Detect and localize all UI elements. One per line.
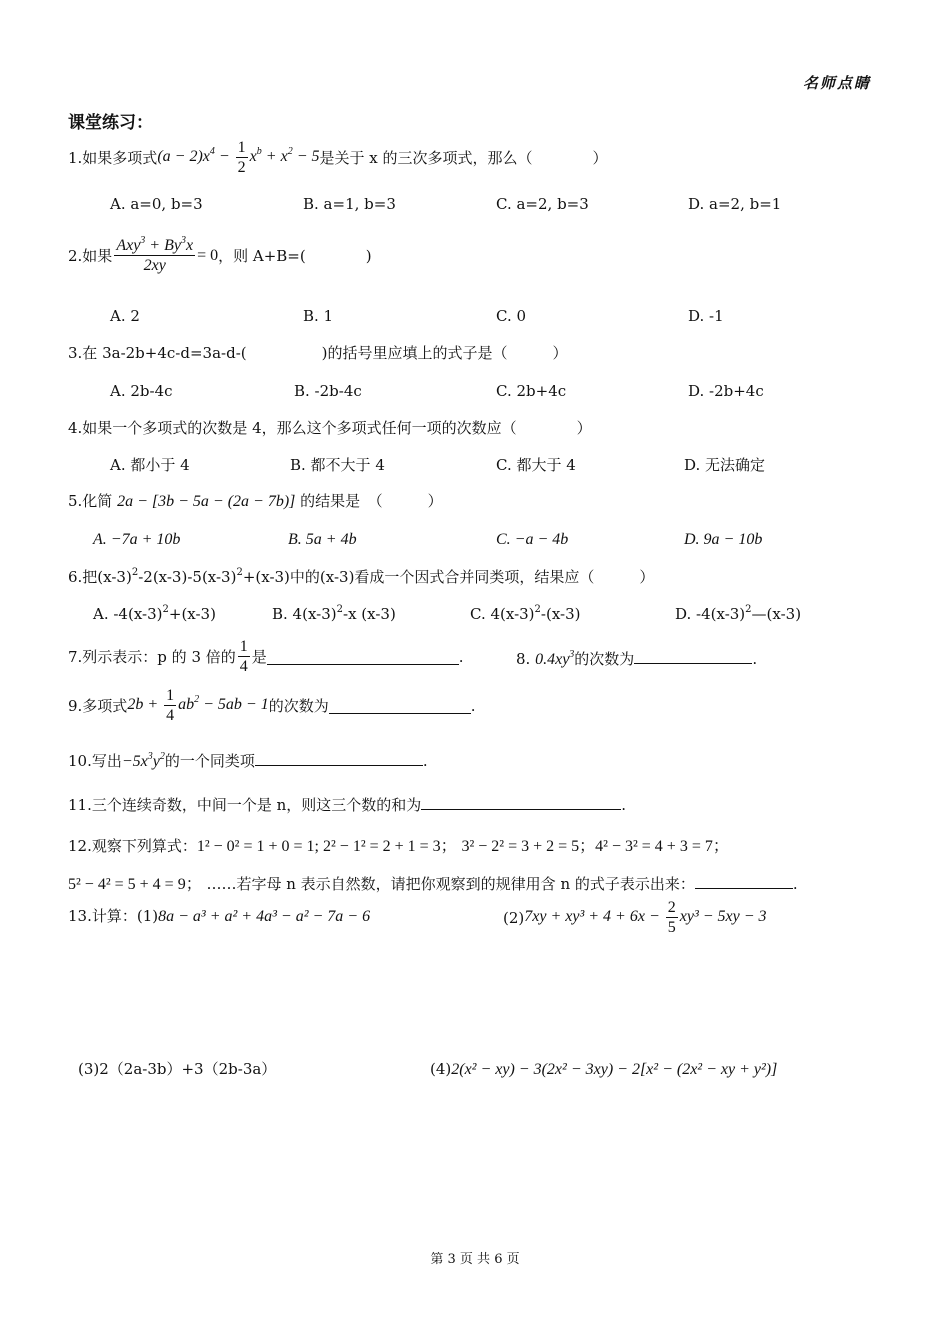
q1-option-d: D. a=2, b=1 [688, 195, 782, 213]
question-13-part-1: 13.计算：(1)8a − a³ + a² + 4a³ − a² − 7a − 6 [68, 907, 371, 925]
q1-expression: $(a - 2)x^4$ − $\frac{1}{2}$ $x^b + x^2 - 5$ [157, 139, 320, 176]
q4-option-a: A. 都小于 4 [110, 456, 190, 474]
question-10: 10.写出$-5x^3y^2$的一个同类项 . [68, 751, 428, 770]
question-8: 8. $0.4xy^3$的次数为 . [516, 649, 758, 668]
q3-option-a: A. 2b-4c [110, 382, 173, 400]
q2-prefix: 2.如果 [68, 246, 113, 265]
q2-option-c: C. 0 [496, 307, 527, 325]
q6-option-b: B. $4(x-3)^2-x$ (x-3) [272, 604, 396, 623]
q4-option-c: C. 都大于 4 [496, 456, 576, 474]
q8-answer-blank[interactable] [634, 647, 752, 664]
question-2 [68, 236, 372, 275]
q6-option-a: A. $-4(x-3)^2+(x-3)$ [93, 604, 216, 623]
q2-suffix: ，则 A+B=( ) [218, 246, 372, 265]
question-9: 9.多项式 2b + $\frac{1}{4}$ $ab^2 - 5ab - 1$ 的次数为 . [68, 687, 476, 724]
q7-fraction: $\frac{1}{4}$ [239, 638, 248, 675]
question-13-part-4: (4)2(x² − xy) − 3(2x² − 3xy) − 2[x² − (2x² − xy + y²)] [430, 1060, 778, 1078]
header-note: 名师点睛 [803, 74, 872, 92]
q5-option-a: A. −7a + 10b [93, 531, 181, 548]
q4-option-b: B. 都不大于 4 [290, 456, 385, 474]
question-13-part-2: (2) 7xy + xy³ + 4 + 6x − $\frac{2}{5}$ xy³ − 5xy − 3 [503, 899, 767, 936]
question-5 [68, 491, 443, 512]
q5-option-c: C. −a − 4b [496, 531, 569, 548]
question-3: 3.在 3a-2b+4c-d=3a-d-( )的括号里应填上的式子是（ ） [68, 344, 568, 362]
q2-option-a: A. 2 [110, 307, 140, 325]
q6-option-c: C. $4(x-3)^2-(x-3)$ [470, 604, 581, 623]
q5-prefix: 5.化简 [68, 492, 113, 510]
q2-equals: = 0 [197, 246, 219, 264]
question-11: 11.三个连续奇数，中间一个是 n，则这三个数的和为 . [68, 793, 626, 815]
q3-option-d: D. -2b+4c [688, 382, 764, 400]
q2-option-b: B. 1 [303, 307, 334, 325]
q2-option-d: D. -1 [688, 307, 724, 325]
q3-option-b: B. -2b-4c [294, 382, 362, 400]
q9-answer-blank[interactable] [329, 697, 471, 714]
q12-answer-blank[interactable] [695, 872, 793, 889]
question-12-line-2: 5² − 4² = 5 + 4 = 9； ……若字母 n 表示自然数，请把你观察到的规律用含 n 的式子表示出来： . [68, 872, 798, 895]
question-7: 7.列示表示：p 的 3 倍的 $\frac{1}{4}$ 是 . [68, 638, 464, 675]
q5-option-b: B. 5a + 4b [288, 531, 357, 548]
section-title: 课堂练习： [68, 113, 153, 133]
q1-option-a: A. a=0, b=3 [110, 195, 203, 213]
q1-prefix: 1.如果多项式 [68, 148, 158, 167]
q6-option-d: D. $-4(x-3)^2—(x-3)$ [675, 604, 802, 623]
q5-expression: 2a − [3b − 5a − (2a − 7b)] [117, 493, 296, 510]
q5-suffix: 的结果是 （ ） [300, 492, 443, 510]
q1-option-b: B. a=1, b=3 [303, 195, 396, 213]
q11-answer-blank[interactable] [421, 793, 621, 810]
question-4: 4.如果一个多项式的次数是 4，那么这个多项式任何一项的次数应（ ） [68, 419, 592, 437]
q1-suffix: 是关于 x 的三次多项式，那么（ ） [319, 148, 608, 167]
q1-option-c: C. a=2, b=3 [496, 195, 589, 213]
question-1 [68, 138, 607, 177]
question-12-line-1: 12.观察下列算式：1² − 0² = 1 + 0 = 1; 2² − 1² = 2 + 1 = 3； 3² − 2² = 3 + 2 = 5；4² − 3² = 4 + 3 = 7； [68, 837, 729, 855]
q3-option-c: C. 2b+4c [496, 382, 567, 400]
q4-option-d: D. 无法确定 [684, 456, 766, 474]
q10-answer-blank[interactable] [255, 749, 423, 766]
question-6: 6.把$(x-3)^2-2(x-3)-5(x-3)^2+(x-3)$中的(x-3)看成一个因式合并同类项，结果应（ ） [68, 567, 655, 586]
q7-answer-blank[interactable] [267, 648, 459, 665]
q5-option-d: D. 9a − 10b [684, 531, 763, 548]
q2-fraction: $\frac{Axy^3 + By^3x}{2xy}$ [116, 235, 194, 274]
question-13-part-3: (3)2（2a-3b）+3（2b-3a） [78, 1060, 277, 1078]
page-footer: 第 3 页 共 6 页 [430, 1252, 520, 1267]
